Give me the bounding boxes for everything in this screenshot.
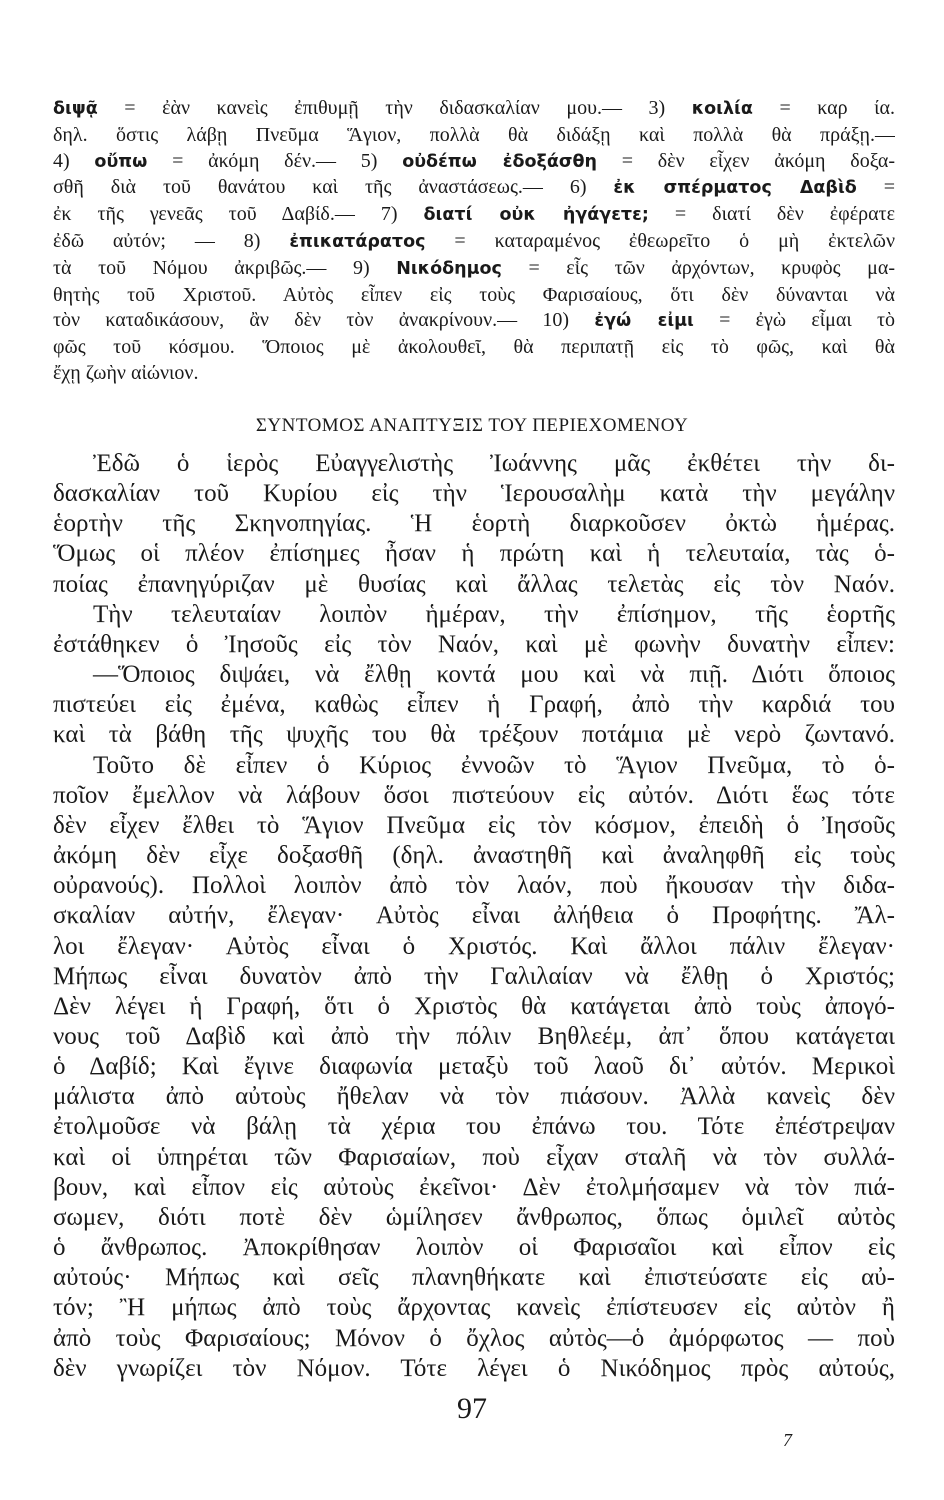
text-line: ἑορτὴν τῆς Σκηνοπηγίας. Ἡ ἑορτὴ διαρκοῦσεν ὀκτὼ ἡμέρας. [53,510,895,538]
footnote-glossary [53,96,895,387]
glossary-term: οὔπω [94,151,148,172]
note-text: ἐκ τῆς γενεᾶς τοῦ Δαβίδ.— 7) [53,203,424,226]
text-line: ἀπὸ τοὺς Φαρισαίους; Μόνον ὁ ὄχλος αὐτὸς—ὁ ἀμόρφωτος — ποὺ [53,1324,895,1352]
page-number: 97 [457,1392,487,1425]
note-text: τὰ τοῦ Νόμου ἀκριβῶς.— 9) [53,256,397,279]
note-text: = [856,176,895,199]
text-line: Μήπως εἶναι δυνατὸν ἀπὸ τὴν Γαλιλαίαν νὰ ἔλθῃ ὁ Χριστός; [53,962,895,990]
main-text [53,449,895,1384]
text-line: αὐτούς· Μήπως καὶ σεῖς πλανηθήκατε καὶ ἐπιστεύσατε εἰς αὐ- [53,1264,895,1292]
printer-signature-mark: 7 [783,1430,792,1450]
note-text: = ἐὰν κανεὶς ἐπιθυμῇ τὴν διδασκαλίαν μου.— 3) [97,97,692,119]
text-line: δὲν γνωρίζει τὸν Νόμον. Τότε λέγει ὁ Νικόδημος πρὸς αὐτούς, [53,1354,895,1382]
note-line [53,175,895,202]
note-line [53,361,895,387]
note-text: = εἷς τῶν ἀρχόντων, κρυφὸς μα- [501,256,895,279]
text-line: πιστεύει εἰς ἐμένα, καθὼς εἶπεν ἡ Γραφή, ἀπὸ τὴν καρδιά του [53,691,895,719]
text-line: οὐρανούς). Πολλοὶ λοιπὸν ἀπὸ τὸν λαόν, ποὺ ἤκουσαν τὴν διδα- [53,872,895,900]
text-line: ἀκόμη δὲν εἶχε δοξασθῆ (δηλ. ἀναστηθῆ καὶ ἀναληφθῆ εἰς τοὺς [53,842,895,870]
glossary-term: ἐγώ εἰμι [594,311,694,332]
glossary-term: ἐπικατάρατος [289,231,426,252]
note-text: δηλ. ὅστις λάβῃ Πνεῦμα Ἅγιον, πολλὰ θὰ διδάξῃ καὶ πολλὰ θὰ πράξῃ.— [53,123,895,146]
note-text: = διατί δὲν ἐφέρατε [648,203,895,226]
text-line: Τοῦτο δὲ εἶπεν ὁ Κύριος ἐννοῶν τὸ Ἅγιον Πνεῦμα, τὸ ὁ- [93,751,895,779]
note-line [53,283,895,309]
text-line: ὁ Δαβίδ; Καὶ ἔγινε διαφωνία μεταξὺ τοῦ λαοῦ δι᾿ αὐτόν. Μερικοὶ [53,1053,895,1081]
text-line: καὶ οἱ ὑπηρέται τῶν Φαρισαίων, ποὺ εἶχαν σταλῆ νὰ τὸν συλλά- [53,1143,895,1171]
note-text: ἔχῃ ζωὴν αἰώνιον. [53,361,199,384]
text-line: ποῖον ἔμελλον νὰ λάβουν ὅσοι πιστεύουν εἰς αὐτόν. Διότι ἕως τότε [53,781,895,809]
text-line: σκαλίαν αὐτήν, ἔλεγαν· Αὐτὸς εἶναι ἀλήθεια ὁ Προφήτης. Ἄλ- [53,902,895,930]
text-line: τόν; Ἢ μήπως ἀπὸ τοὺς ἄρχοντας κανεὶς ἐπίστευσεν εἰς αὐτὸν ἢ [53,1294,895,1322]
text-line: ποίας ἐπανηγύριζαν μὲ θυσίας καὶ ἄλλας τελετὰς εἰς τὸν Ναόν. [53,570,895,598]
text-line: ὁ ἄνθρωπος. Ἀποκρίθησαν λοιπὸν οἱ Φαρισαῖοι καὶ εἶπον εἰς [53,1234,895,1262]
text-line: βουν, καὶ εἶπον εἰς αὐτοὺς ἐκεῖνοι· Δὲν ἐτολμήσαμεν νὰ τὸν πιά- [53,1173,895,1201]
note-text: σθῆ διὰ τοῦ θανάτου καὶ τῆς ἀναστάσεως.— 6) [53,176,614,199]
note-line [53,202,895,229]
note-text: = καταραμένος ἐθεωρεῖτο ὁ μὴ ἐκτελῶν [425,229,895,252]
text-line: —Ὅποιος διψάει, νὰ ἔλθῃ κοντά μου καὶ νὰ πιῇ. Διότι ὅποιος [93,661,895,689]
glossary-term: οὐδέπω ἐδοξάσθη [402,151,597,172]
text-line: νους τοῦ Δαβὶδ καὶ ἀπὸ τὴν πόλιν Βηθλεέμ, ἀπ᾿ ὅπου κατάγεται [53,1022,895,1050]
note-line [53,335,895,361]
note-line [53,96,895,123]
text-line: λοι ἔλεγαν· Αὐτὸς εἶναι ὁ Χριστός. Καὶ ἄλλοι πάλιν ἔλεγαν· [53,932,895,960]
note-line [53,256,895,283]
text-line: μάλιστα ἀπὸ αὐτοὺς ἤθελαν νὰ τὸν πιάσουν. Ἀλλὰ κανεὶς δὲν [53,1083,895,1111]
note-text: = δὲν εἶχεν ἀκόμη δοξα- [596,149,895,172]
text-line: Δὲν λέγει ἡ Γραφή, ὅτι ὁ Χριστὸς θὰ κατάγεται ἀπὸ τοὺς ἀπογό- [53,992,895,1020]
glossary-term: διψᾷ [53,99,98,119]
text-line: ἐστάθηκεν ὁ Ἰησοῦς εἰς τὸν Ναόν, καὶ μὲ φωνὴν δυνατὴν εἶπεν: [53,630,895,658]
text-line: καὶ τὰ βάθη τῆς ψυχῆς του θὰ τρέξουν ποτάμια μὲ νερὸ ζωντανό. [53,721,895,749]
glossary-term: κοιλία [691,99,753,119]
text-line: Τὴν τελευταίαν λοιπὸν ἡμέραν, τὴν ἐπίσημον, τῆς ἑορτῆς [93,600,895,628]
glossary-term: ἐκ σπέρματος Δαβὶδ [613,178,857,199]
note-text: θητὴς τοῦ Χριστοῦ. Αὐτὸς εἶπεν εἰς τοὺς Φαρισαίους, ὅτι δὲν δύνανται νὰ [53,283,895,306]
note-line [53,308,895,335]
glossary-term: διατί οὐκ ἠγάγετε; [423,205,649,226]
text-line: Ἐδῶ ὁ ἱερὸς Εὐαγγελιστὴς Ἰωάννης μᾶς ἐκθέτει τὴν δι- [93,450,895,477]
note-line [53,149,895,176]
note-text: ἐδῶ αὐτόν; — 8) [53,229,290,252]
text-line: Ὅμως οἱ πλέον ἐπίσημες ἦσαν ἡ πρώτη καὶ ἡ τελευταία, τὰς ὁ- [53,540,895,568]
note-text: τὸν καταδικάσουν, ἂν δὲν τὸν ἀνακρίνουν.— 10) [53,309,595,332]
note-text: = ἐγὼ εἶμαι τὸ [693,309,895,332]
note-text: 4) [53,149,95,172]
note-text: = ἀκόμη δέν.— 5) [147,149,403,172]
text-line: ἐτολμοῦσε νὰ βάλῃ τὰ χέρια του ἐπάνω του. Τότε ἐπέστρεψαν [53,1113,895,1141]
text-line: δὲν εἶχεν ἔλθει τὸ Ἅγιον Πνεῦμα εἰς τὸν κόσμον, ἐπειδὴ ὁ Ἰησοῦς [53,811,895,839]
glossary-term: Νικόδημος [396,258,502,279]
note-text: φῶς τοῦ κόσμου. Ὅποιος μὲ ἀκολουθεῖ, θὰ περιπατῇ εἰς τὸ φῶς, καὶ θὰ [53,336,895,359]
note-text: = καρ ία. [752,97,895,119]
note-line [53,229,895,256]
text-line: δασκαλίαν τοῦ Κυρίου εἰς τὴν Ἱερουσαλὴμ κατὰ τὴν μεγάλην [53,480,895,508]
text-line: σωμεν, διότι ποτὲ δὲν ὡμίλησεν ἄνθρωπος, ὅπως ὁμιλεῖ αὐτὸς [53,1203,895,1231]
section-heading: ΣΥΝΤΟΜΟΣ ΑΝΑΠΤΥΞΙΣ ΤΟΥ ΠΕΡΙΕΧΟΜΕΝΟΥ [255,415,689,436]
note-line [53,123,895,149]
